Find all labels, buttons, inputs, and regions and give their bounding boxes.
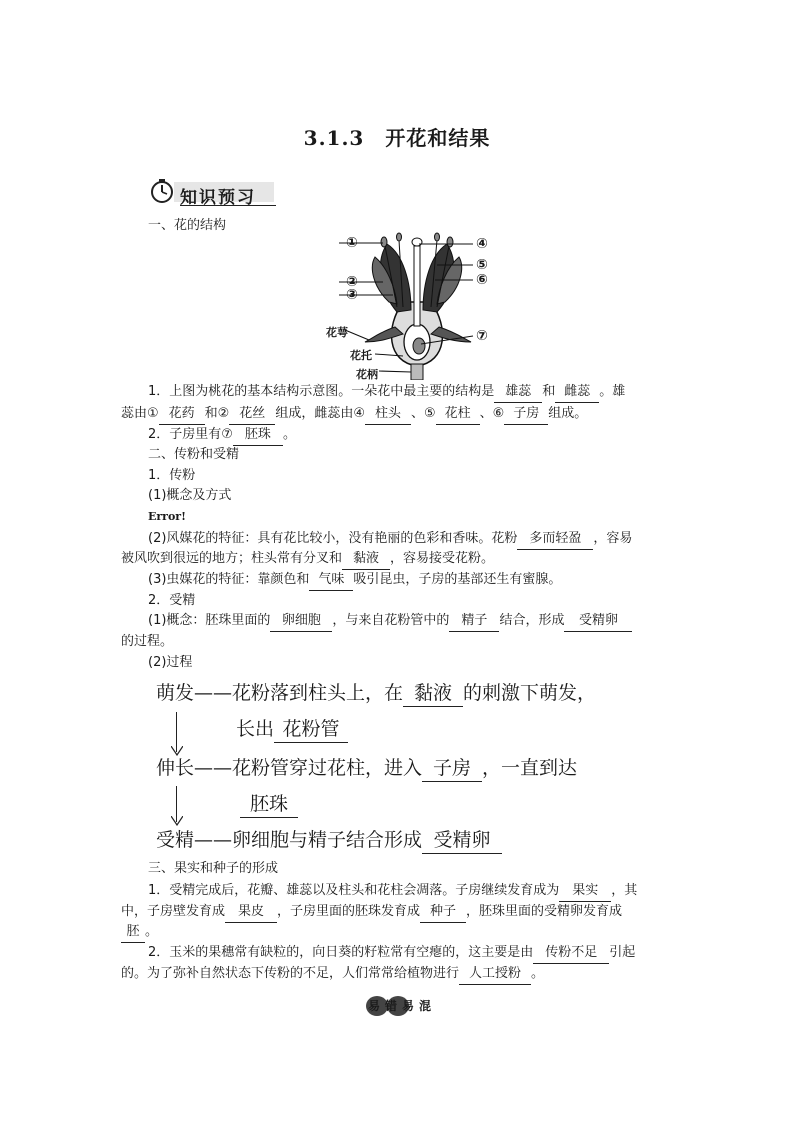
subheading-process: (2)过程 [148, 655, 193, 670]
arrow-down-icon [171, 816, 183, 826]
paragraph-3-line-1: (2)风媒花的特征：具有花比较小，没有艳丽的色彩和香味。花粉 多而轻盈 ，容易 [148, 529, 632, 550]
flow-row-fertilization: 受精——卵细胞与精子结合形成 受精卵 [156, 827, 502, 854]
diagram-label-sepal: 花萼 [326, 326, 348, 339]
heading-flower-structure: 一、花的结构 [148, 218, 227, 233]
flow-row-germination: 萌发——花粉落到柱头上，在 黏液 的刺激下萌发， [156, 680, 596, 707]
diagram-label-5: ⑤ [476, 257, 488, 273]
paragraph-7-line-2: 的。为了弥补自然状态下传粉的不足，人们常常给植物进行 人工授粉 。 [121, 964, 544, 985]
footer-badge-label: 易错易混 [368, 999, 437, 1013]
heading-pollination: 二、传粉和受精 [148, 447, 240, 462]
paragraph-6-line-3: 胚 。 [121, 922, 158, 943]
subheading-pollination: 1．传粉 [148, 468, 196, 483]
paragraph-5-line-1: (1)概念：胚珠里面的 卵细胞 ，与来自花粉管中的 精子 结合，形成 受精卵 [148, 611, 632, 632]
diagram-label-pedicel: 花柄 [356, 368, 378, 381]
diagram-label-3: ③ [346, 287, 358, 303]
page-title: 3.1.3 开花和结果 [303, 126, 491, 150]
flow-row-elongation: 伸长——花粉管穿过花柱，进入 子房 ，一直到达 [156, 755, 577, 782]
diagram-label-1: ① [346, 235, 358, 251]
paragraph-1-line-2: 蕊由① 花药 和② 花丝 组成，雌蕊由④ 柱头 、⑤ 花柱 、⑥ 子房 组成。 [121, 404, 587, 425]
paragraph-5-line-2: 的过程。 [121, 634, 174, 649]
paragraph-2: 2．子房里有⑦ 胚珠 。 [148, 425, 296, 446]
paragraph-1-line-1: 1．上图为桃花的基本结构示意图。一朵花中最主要的结构是 雄蕊 和 雌蕊 。雄 [148, 382, 625, 403]
paragraph-4: (3)虫媒花的特征：靠颜色和 气味 吸引昆虫，子房的基部还生有蜜腺。 [148, 570, 561, 591]
section-badge-label: 知识预习 [180, 188, 256, 208]
heading-fruit-seed: 三、果实和种子的形成 [148, 861, 279, 876]
paragraph-6-line-1: 1．受精完成后，花瓣、雄蕊以及柱头和花柱会凋落。子房继续发育成为 果实 ，其 [148, 881, 637, 902]
subheading-concept: (1)概念及方式 [148, 488, 232, 503]
paragraph-6-line-2: 中，子房壁发育成 果皮 ，子房里面的胚珠发育成 种子 ，胚珠里面的受精卵发育成 [121, 902, 622, 923]
diagram-label-7: ⑦ [476, 328, 488, 344]
diagram-label-4: ④ [476, 236, 488, 252]
diagram-label-2: ② [346, 274, 358, 290]
flow-row-pollen-tube: 长出 花粉管 [236, 716, 348, 743]
subheading-fertilization: 2．受精 [148, 593, 196, 608]
badge-underline [180, 205, 276, 206]
diagram-label-receptacle: 花托 [350, 349, 372, 362]
diagram-label-6: ⑥ [476, 272, 488, 288]
paragraph-3-line-2: 被风吹到很远的地方；柱头常有分叉和 黏液 ，容易接受花粉。 [121, 549, 494, 570]
flow-row-ovule: 胚珠 [240, 791, 298, 818]
error-text: Error! [148, 510, 186, 523]
paragraph-7-line-1: 2．玉米的果穗常有缺粒的，向日葵的籽粒常有空瘪的，这主要是由 传粉不足 引起 [148, 943, 635, 964]
